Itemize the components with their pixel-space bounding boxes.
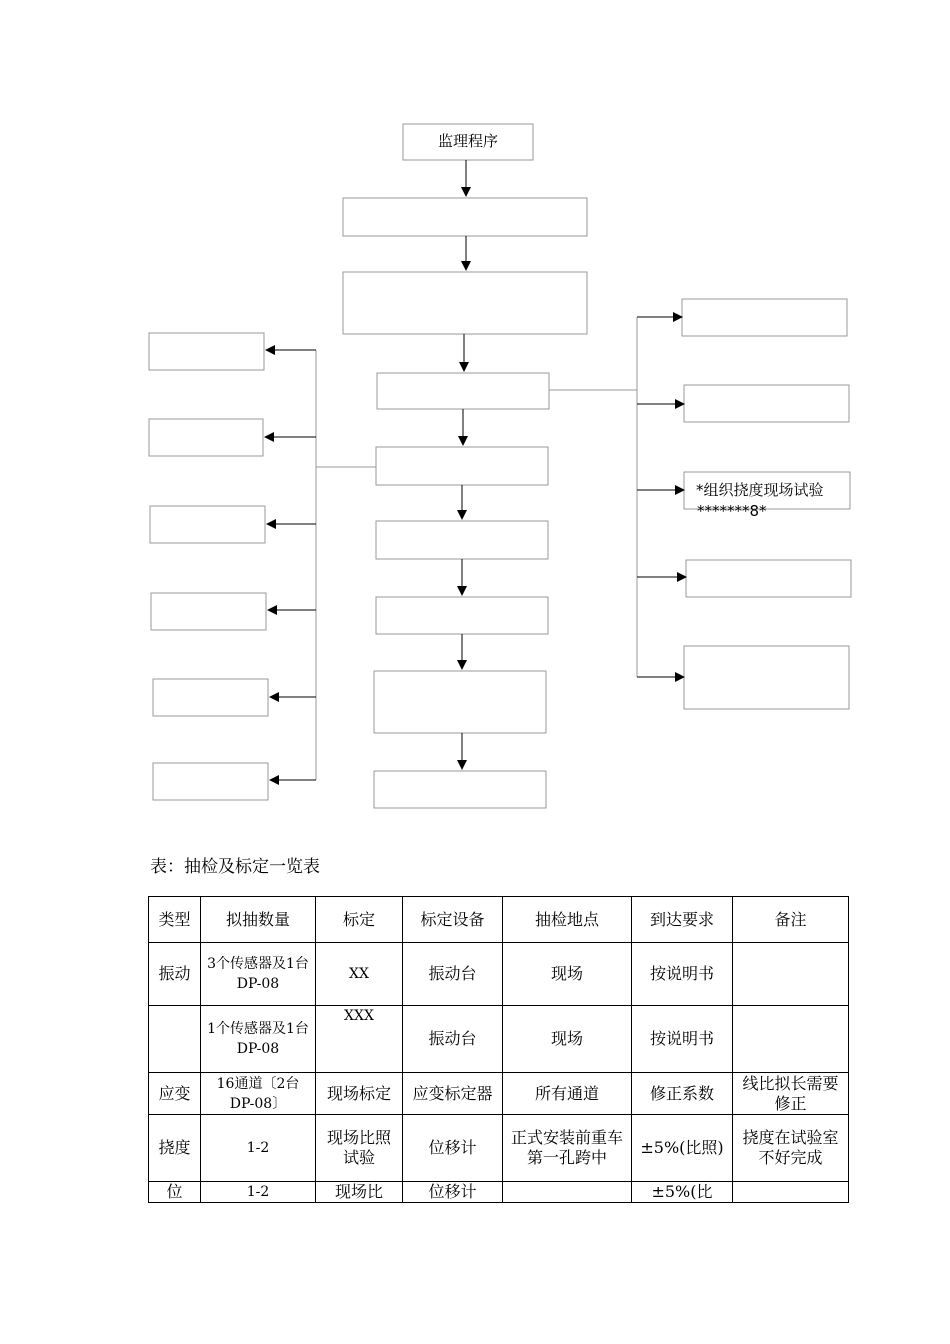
flow-box-center-5 <box>376 447 548 485</box>
table-cell: 位移计 <box>403 1182 503 1203</box>
table-cell: ±5%(比照) <box>632 1115 733 1182</box>
table-cell <box>733 1006 849 1073</box>
table-cell: 3个传感器及1台DP-08 <box>201 943 316 1006</box>
header-location: 抽检地点 <box>503 897 632 943</box>
table-cell: 现场比 <box>316 1182 403 1203</box>
table-cell <box>503 1182 632 1203</box>
header-calibration: 标定 <box>316 897 403 943</box>
flow-stray-text: *******8* <box>697 502 767 520</box>
flow-box-right-5 <box>684 646 849 709</box>
flow-program-label: 监理程序 <box>437 132 499 150</box>
flow-box-center-9 <box>374 771 546 808</box>
table-cell <box>733 943 849 1006</box>
table-cell: 现场 <box>503 943 632 1006</box>
flow-box-left-2 <box>149 419 263 456</box>
table-cell: 线比拟长需要修正 <box>733 1073 849 1115</box>
flow-box-left-5 <box>153 679 268 716</box>
flow-box-left-3 <box>150 506 265 543</box>
table-cell: 位移计 <box>403 1115 503 1182</box>
flow-left-branch <box>265 350 376 780</box>
header-equipment: 标定设备 <box>403 897 503 943</box>
table-row <box>149 1182 849 1203</box>
table-cell: XXX <box>316 1006 403 1073</box>
flow-box-left-6 <box>153 763 268 800</box>
table-cell <box>149 1006 201 1073</box>
table-row <box>149 1115 849 1182</box>
table-row <box>149 943 849 1006</box>
table-cell: 应变标定器 <box>403 1073 503 1115</box>
table-cell: 所有通道 <box>503 1073 632 1115</box>
flow-box-center-2 <box>343 198 587 236</box>
table-cell <box>733 1182 849 1203</box>
flow-box-center-3 <box>343 272 587 334</box>
table-cell: XX <box>316 943 403 1006</box>
table-cell: 按说明书 <box>632 1006 733 1073</box>
table-cell: 现场 <box>503 1006 632 1073</box>
spot-check-table <box>148 896 849 1203</box>
table-cell: 16通道〔2台DP-08〕 <box>201 1073 316 1115</box>
flow-right-branch <box>549 317 686 677</box>
table-cell: 挠度在试验室不好完成 <box>733 1115 849 1182</box>
table-cell: 现场比照试验 <box>316 1115 403 1182</box>
table-cell: 现场标定 <box>316 1073 403 1115</box>
flow-box-right-4 <box>686 560 851 597</box>
table-cell: ±5%(比 <box>632 1182 733 1203</box>
flow-box-center-7 <box>376 597 548 634</box>
table-row <box>149 1006 849 1073</box>
flow-box-center-8 <box>374 671 546 733</box>
flow-box-right-1 <box>682 299 847 336</box>
table-cell: 挠度 <box>149 1115 201 1182</box>
table-cell: 振动台 <box>403 943 503 1006</box>
table-cell: 位 <box>149 1182 201 1203</box>
table-cell: 修正系数 <box>632 1073 733 1115</box>
flow-box-left-4 <box>151 593 266 630</box>
table-cell: 振动 <box>149 943 201 1006</box>
header-quantity: 拟抽数量 <box>201 897 316 943</box>
header-requirement: 到达要求 <box>632 897 733 943</box>
header-type: 类型 <box>149 897 201 943</box>
table-header-row <box>149 897 849 943</box>
table-cell: 1个传感器及1台DP-08 <box>201 1006 316 1073</box>
table-cell: 按说明书 <box>632 943 733 1006</box>
table-cell: 振动台 <box>403 1006 503 1073</box>
flow-box-left-1 <box>149 333 264 370</box>
flow-box-center-6 <box>376 521 548 559</box>
table-cell: 正式安装前重车第一孔跨中 <box>503 1115 632 1182</box>
flow-highlight-label: *组织挠度现场试验 <box>696 481 824 499</box>
header-remarks: 备注 <box>733 897 849 943</box>
flow-box-center-4 <box>377 373 549 409</box>
table-row <box>149 1073 849 1115</box>
table-cell: 1-2 <box>201 1115 316 1182</box>
flow-box-right-2 <box>684 385 849 422</box>
table-cell: 应变 <box>149 1073 201 1115</box>
table-caption: 表：抽检及标定一览表 <box>150 857 320 877</box>
table-cell: 1-2 <box>201 1182 316 1203</box>
